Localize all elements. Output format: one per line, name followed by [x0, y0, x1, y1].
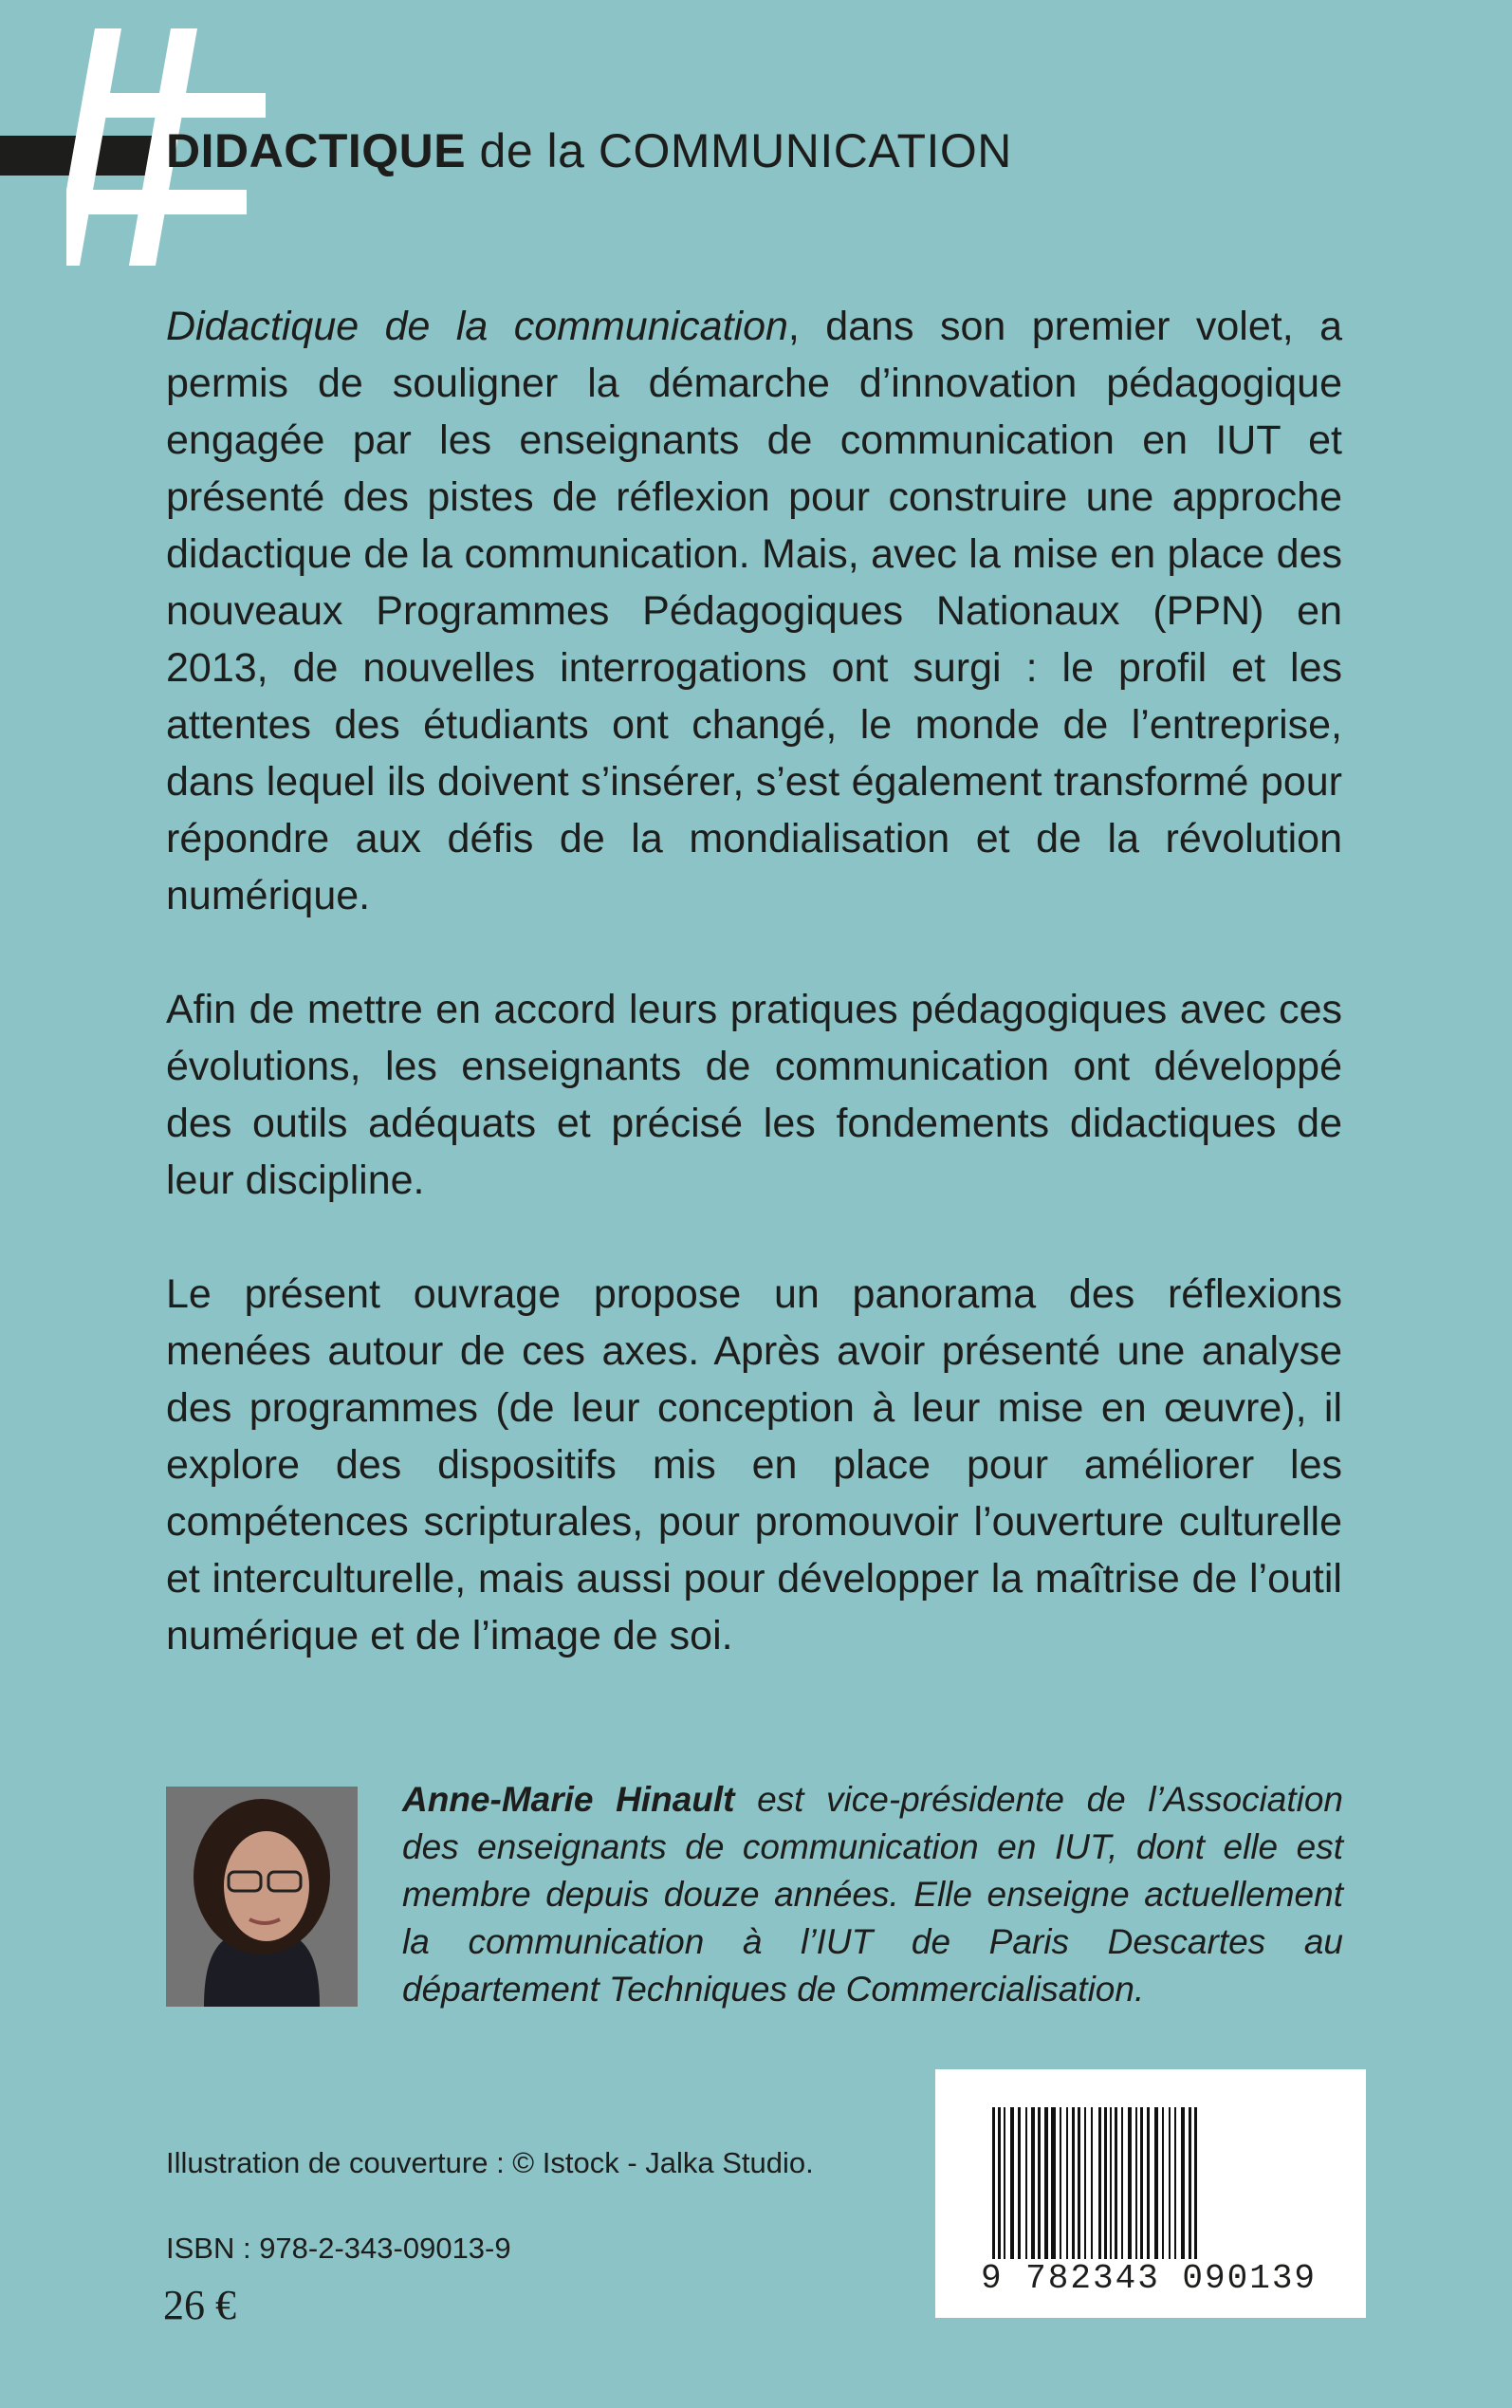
series-title: [166, 123, 1012, 178]
series-title-rest: de la COMMUNICATION: [479, 124, 1012, 177]
barcode-bar: [1140, 2107, 1143, 2259]
summary-paragraph-3: Le présent ouvrage propose un panorama des réflexions menées autour de ces axes. Après avoir présenté une analyse des programmes (de leur conception à leur mise en œuvre), il explore des dispositifs mis en place pour améliorer les compétences scripturales, pour promouvoir l’ouverture culturelle et interculturelle, mais aussi pour développer la maîtrise de l’outil numérique et de l’image de soi.: [166, 1271, 1342, 1658]
price: 26 €: [163, 2282, 236, 2328]
barcode-bar: [1038, 2107, 1041, 2259]
barcode-bar: [1072, 2107, 1075, 2259]
series-title-bold: DIDACTIQUE: [166, 124, 467, 177]
barcode-bar: [1181, 2107, 1185, 2259]
summary-p1-text: , dans son premier volet, a permis de souligner la démarche d’innovation pédagogique engagée par les enseignants de communication en IUT et présenté des pistes de réflexion pour construire une approche didactique de la communication. Mais, avec la mise en place des nouveaux Programmes Pédagogiques Nationaux (PPN) en 2013, de nouvelles interrogations ont surgi : le profil et les attentes des étudiants ont changé, le monde de l’entreprise, dans lequel ils doivent s’insérer, s’est également transformé pour répondre aux défis de la mondialisation et de la révolution numérique.: [166, 304, 1342, 918]
barcode-bar: [1121, 2107, 1123, 2259]
hash-stroke-left: [66, 28, 121, 266]
author-bio: [402, 1776, 1343, 2013]
barcode-bar: [1128, 2107, 1132, 2259]
author-name: Anne-Marie Hinault: [402, 1780, 735, 1819]
isbn: ISBN : 978-2-343-09013-9: [166, 2232, 511, 2265]
barcode-bar: [1135, 2107, 1137, 2259]
barcode-bar: [1169, 2107, 1171, 2259]
barcode-bar: [998, 2107, 1001, 2276]
barcode-bar: [1018, 2107, 1021, 2259]
barcode-bar: [1031, 2107, 1035, 2259]
barcode-bar: [1189, 2107, 1191, 2276]
cover-illustration-credit: Illustration de couverture : © Istock - Jalka Studio.: [166, 2146, 814, 2179]
barcode-bar: [1010, 2107, 1014, 2259]
barcode-bar: [1194, 2107, 1197, 2276]
summary-paragraph-2: Afin de mettre en accord leurs pratiques pédagogiques avec ces évolutions, les enseignants de communication ont développé des outils adéquats et précisé les fondements didactiques de leur discipline.: [166, 987, 1342, 1203]
barcode: [935, 2069, 1366, 2318]
barcode-bar: [1162, 2107, 1164, 2259]
summary-book-title: Didactique de la communication: [166, 304, 788, 349]
hash-stroke-bottom: [66, 190, 247, 214]
barcode-bar: [1115, 2107, 1117, 2259]
summary-paragraph-1: [166, 298, 1342, 924]
barcode-bar: [1110, 2107, 1112, 2259]
barcode-digits: 9 782343 090139: [959, 2259, 1338, 2298]
author-bio-text: est vice-présidente de l’Association des enseignants de communication en IUT, dont elle est membre depuis douze années. Elle enseigne actuellement la communication à l’IUT de Paris Descartes au département Techniques de Commercialisation.: [402, 1780, 1343, 2009]
barcode-bar: [1147, 2107, 1150, 2259]
barcode-bar: [1091, 2107, 1093, 2259]
barcode-bar: [1051, 2107, 1056, 2259]
barcode-bar: [1154, 2107, 1158, 2259]
barcode-bar: [1098, 2107, 1101, 2276]
barcode-bar: [1078, 2107, 1080, 2259]
author-portrait-illustration: [166, 1787, 358, 2007]
barcode-bar: [1060, 2107, 1061, 2259]
author-photo: [166, 1787, 358, 2007]
barcode-bar: [1066, 2107, 1068, 2259]
barcode-bar: [992, 2107, 995, 2276]
hash-stroke-top: [85, 93, 266, 118]
barcode-bar: [1174, 2107, 1176, 2259]
barcode-bar: [1104, 2107, 1107, 2276]
barcode-bar: [1044, 2107, 1048, 2259]
barcode-bar: [1004, 2107, 1005, 2259]
barcode-bar: [1084, 2107, 1086, 2259]
barcode-bar: [1025, 2107, 1027, 2259]
